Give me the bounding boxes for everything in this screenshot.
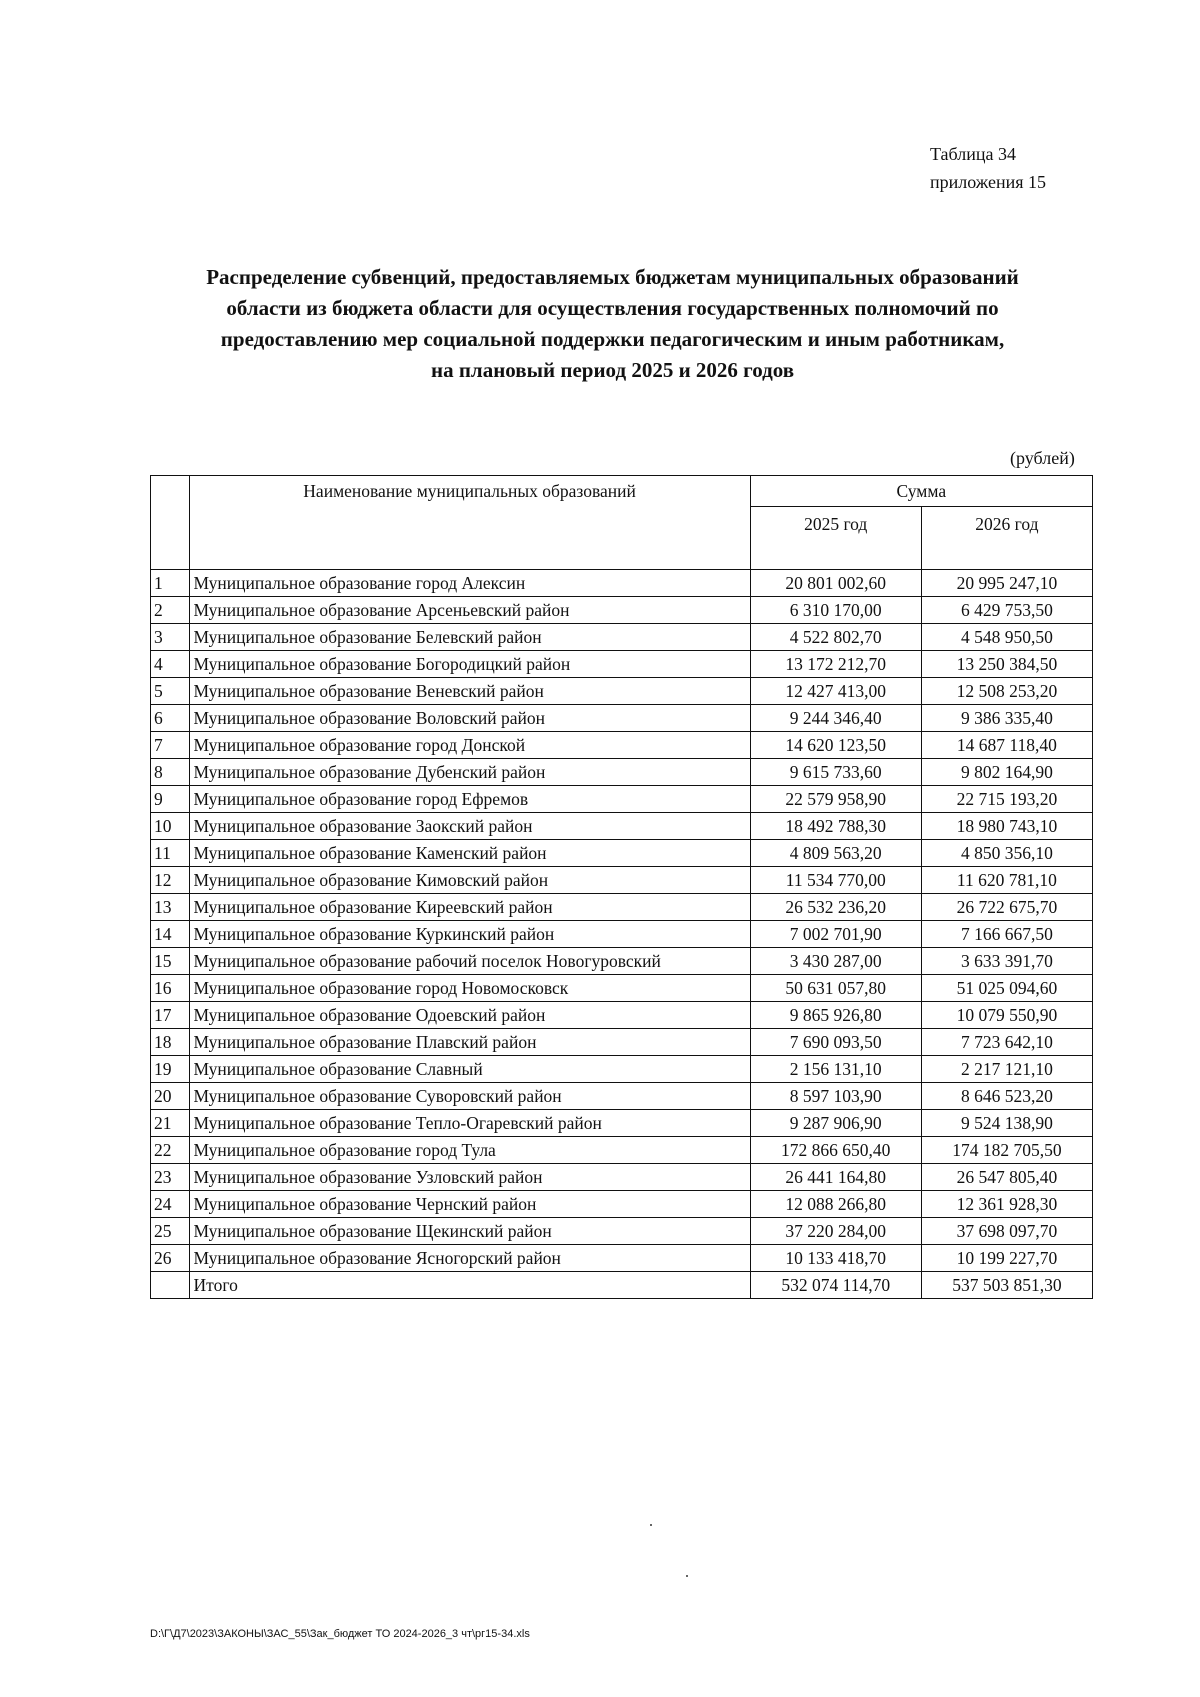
- amount-2025: 9 287 906,90: [750, 1110, 921, 1137]
- municipality-name: Муниципальное образование город Алексин: [189, 570, 750, 597]
- table-row: [151, 921, 1093, 948]
- amount-2026: 26 547 805,40: [921, 1164, 1092, 1191]
- row-number: 17: [151, 1002, 190, 1029]
- title-line-2: области из бюджета области для осуществления государственных полномочий по: [226, 296, 999, 320]
- total-number-cell: [151, 1272, 190, 1299]
- table-row: [151, 759, 1093, 786]
- amount-2026: 2 217 121,10: [921, 1056, 1092, 1083]
- appendix-label: приложения 15: [930, 172, 1047, 192]
- municipality-name: Муниципальное образование Ясногорский район: [189, 1245, 750, 1272]
- table-row: [151, 1137, 1093, 1164]
- table-row: [151, 624, 1093, 651]
- row-number: 19: [151, 1056, 190, 1083]
- municipality-name: Муниципальное образование Суворовский район: [189, 1083, 750, 1110]
- municipality-name: Муниципальное образование рабочий поселок Новогуровский: [189, 948, 750, 975]
- municipality-name: Муниципальное образование Арсеньевский район: [189, 597, 750, 624]
- municipality-name: Муниципальное образование Плавский район: [189, 1029, 750, 1056]
- amount-2025: 14 620 123,50: [750, 732, 921, 759]
- municipality-name: Муниципальное образование город Новомосковск: [189, 975, 750, 1002]
- table-row: [151, 1029, 1093, 1056]
- subsidy-table: [150, 475, 1093, 1299]
- document-title: [140, 262, 1085, 386]
- amount-2026: 4 548 950,50: [921, 624, 1092, 651]
- amount-2025: 8 597 103,90: [750, 1083, 921, 1110]
- amount-2026: 51 025 094,60: [921, 975, 1092, 1002]
- amount-2025: 26 441 164,80: [750, 1164, 921, 1191]
- table-row: [151, 867, 1093, 894]
- amount-2025: 6 310 170,00: [750, 597, 921, 624]
- amount-2026: 4 850 356,10: [921, 840, 1092, 867]
- municipality-name: Муниципальное образование Каменский район: [189, 840, 750, 867]
- amount-2025: 20 801 002,60: [750, 570, 921, 597]
- amount-2025: 7 690 093,50: [750, 1029, 921, 1056]
- row-number: 12: [151, 867, 190, 894]
- row-number: 5: [151, 678, 190, 705]
- row-number: 18: [151, 1029, 190, 1056]
- row-number: 24: [151, 1191, 190, 1218]
- table-row: [151, 732, 1093, 759]
- municipality-name: Муниципальное образование Куркинский район: [189, 921, 750, 948]
- row-number: 6: [151, 705, 190, 732]
- row-number: 14: [151, 921, 190, 948]
- amount-2025: 50 631 057,80: [750, 975, 921, 1002]
- amount-2025: 10 133 418,70: [750, 1245, 921, 1272]
- amount-2025: 26 532 236,20: [750, 894, 921, 921]
- amount-2025: 9 615 733,60: [750, 759, 921, 786]
- municipality-name: Муниципальное образование город Донской: [189, 732, 750, 759]
- table-row: [151, 1110, 1093, 1137]
- amount-2025: 11 534 770,00: [750, 867, 921, 894]
- municipality-name: Муниципальное образование Киреевский район: [189, 894, 750, 921]
- row-number: 9: [151, 786, 190, 813]
- municipality-name: Муниципальное образование город Ефремов: [189, 786, 750, 813]
- total-label: Итого: [189, 1272, 750, 1299]
- header-name-cell: Наименование муниципальных образований: [189, 476, 750, 570]
- row-number: 10: [151, 813, 190, 840]
- amount-2025: 18 492 788,30: [750, 813, 921, 840]
- amount-2026: 10 199 227,70: [921, 1245, 1092, 1272]
- total-2025: 532 074 114,70: [750, 1272, 921, 1299]
- table-row: [151, 1218, 1093, 1245]
- table-row: [151, 1245, 1093, 1272]
- row-number: 26: [151, 1245, 190, 1272]
- title-line-1: Распределение субвенций, предоставляемых бюджетам муниципальных образований: [206, 265, 1019, 289]
- table-row: [151, 1056, 1093, 1083]
- amount-2026: 9 524 138,90: [921, 1110, 1092, 1137]
- municipality-name: Муниципальное образование Тепло-Огаревский район: [189, 1110, 750, 1137]
- amount-2026: 37 698 097,70: [921, 1218, 1092, 1245]
- municipality-name: Муниципальное образование Щекинский район: [189, 1218, 750, 1245]
- row-number: 1: [151, 570, 190, 597]
- municipality-name: Муниципальное образование Заокский район: [189, 813, 750, 840]
- amount-2025: 3 430 287,00: [750, 948, 921, 975]
- amount-2026: 12 508 253,20: [921, 678, 1092, 705]
- amount-2026: 22 715 193,20: [921, 786, 1092, 813]
- table-row: [151, 1083, 1093, 1110]
- table-row: [151, 1002, 1093, 1029]
- table-row: [151, 948, 1093, 975]
- amount-2025: 4 809 563,20: [750, 840, 921, 867]
- municipality-name: Муниципальное образование Воловский район: [189, 705, 750, 732]
- municipality-name: Муниципальное образование Одоевский район: [189, 1002, 750, 1029]
- row-number: 3: [151, 624, 190, 651]
- unit-label: (рублей): [1010, 448, 1075, 468]
- header-number-cell: [151, 476, 190, 570]
- amount-2025: 13 172 212,70: [750, 651, 921, 678]
- table-row: [151, 894, 1093, 921]
- amount-2026: 7 166 667,50: [921, 921, 1092, 948]
- amount-2025: 7 002 701,90: [750, 921, 921, 948]
- row-number: 7: [151, 732, 190, 759]
- amount-2026: 3 633 391,70: [921, 948, 1092, 975]
- table-row: [151, 678, 1093, 705]
- row-number: 16: [151, 975, 190, 1002]
- municipality-name: Муниципальное образование Веневский район: [189, 678, 750, 705]
- amount-2026: 13 250 384,50: [921, 651, 1092, 678]
- amount-2026: 174 182 705,50: [921, 1137, 1092, 1164]
- amount-2026: 20 995 247,10: [921, 570, 1092, 597]
- amount-2026: 7 723 642,10: [921, 1029, 1092, 1056]
- table-row: [151, 597, 1093, 624]
- amount-2025: 12 088 266,80: [750, 1191, 921, 1218]
- row-number: 20: [151, 1083, 190, 1110]
- row-number: 4: [151, 651, 190, 678]
- total-row: [151, 1272, 1093, 1299]
- total-2026: 537 503 851,30: [921, 1272, 1092, 1299]
- row-number: 13: [151, 894, 190, 921]
- municipality-name: Муниципальное образование Кимовский район: [189, 867, 750, 894]
- table-row: [151, 651, 1093, 678]
- table-row: [151, 975, 1093, 1002]
- municipality-name: Муниципальное образование город Тула: [189, 1137, 750, 1164]
- scan-speck: [686, 1575, 688, 1577]
- scan-speck: [650, 1524, 652, 1526]
- amount-2025: 4 522 802,70: [750, 624, 921, 651]
- amount-2025: 22 579 958,90: [750, 786, 921, 813]
- municipality-name: Муниципальное образование Дубенский район: [189, 759, 750, 786]
- header-row-1: [151, 476, 1093, 507]
- municipality-name: Муниципальное образование Богородицкий район: [189, 651, 750, 678]
- amount-2026: 9 802 164,90: [921, 759, 1092, 786]
- amount-2026: 26 722 675,70: [921, 894, 1092, 921]
- row-number: 11: [151, 840, 190, 867]
- row-number: 2: [151, 597, 190, 624]
- amount-2026: 12 361 928,30: [921, 1191, 1092, 1218]
- amount-2026: 11 620 781,10: [921, 867, 1092, 894]
- amount-2025: 12 427 413,00: [750, 678, 921, 705]
- table-reference: [930, 140, 1046, 196]
- file-path-footer: D:\Г\Д7\2023\ЗАКОНЫ\ЗАС_55\Зак_бюджет ТО 2024-2026_3 чт\рг15-34.xls: [150, 1628, 530, 1640]
- amount-2026: 8 646 523,20: [921, 1083, 1092, 1110]
- municipality-name: Муниципальное образование Чернский район: [189, 1191, 750, 1218]
- row-number: 22: [151, 1137, 190, 1164]
- table-row: [151, 840, 1093, 867]
- table-row: [151, 1164, 1093, 1191]
- table-row: [151, 705, 1093, 732]
- row-number: 21: [151, 1110, 190, 1137]
- row-number: 15: [151, 948, 190, 975]
- row-number: 23: [151, 1164, 190, 1191]
- table-label: Таблица 34: [930, 144, 1016, 164]
- table-row: [151, 570, 1093, 597]
- amount-2025: 2 156 131,10: [750, 1056, 921, 1083]
- amount-2025: 172 866 650,40: [750, 1137, 921, 1164]
- amount-2026: 18 980 743,10: [921, 813, 1092, 840]
- amount-2026: 10 079 550,90: [921, 1002, 1092, 1029]
- row-number: 25: [151, 1218, 190, 1245]
- header-year-2025: 2025 год: [750, 507, 921, 570]
- amount-2026: 9 386 335,40: [921, 705, 1092, 732]
- title-line-4: на плановый период 2025 и 2026 годов: [430, 358, 795, 382]
- amount-2025: 9 244 346,40: [750, 705, 921, 732]
- municipality-name: Муниципальное образование Белевский район: [189, 624, 750, 651]
- amount-2026: 6 429 753,50: [921, 597, 1092, 624]
- table-row: [151, 813, 1093, 840]
- table-row: [151, 786, 1093, 813]
- table-row: [151, 1191, 1093, 1218]
- header-year-2026: 2026 год: [921, 507, 1092, 570]
- row-number: 8: [151, 759, 190, 786]
- amount-2025: 37 220 284,00: [750, 1218, 921, 1245]
- amount-2025: 9 865 926,80: [750, 1002, 921, 1029]
- title-line-3: предоставлению мер социальной поддержки педагогическим и иным работникам,: [220, 327, 1005, 351]
- amount-2026: 14 687 118,40: [921, 732, 1092, 759]
- header-sum-cell: Сумма: [750, 476, 1092, 507]
- municipality-name: Муниципальное образование Узловский район: [189, 1164, 750, 1191]
- municipality-name: Муниципальное образование Славный: [189, 1056, 750, 1083]
